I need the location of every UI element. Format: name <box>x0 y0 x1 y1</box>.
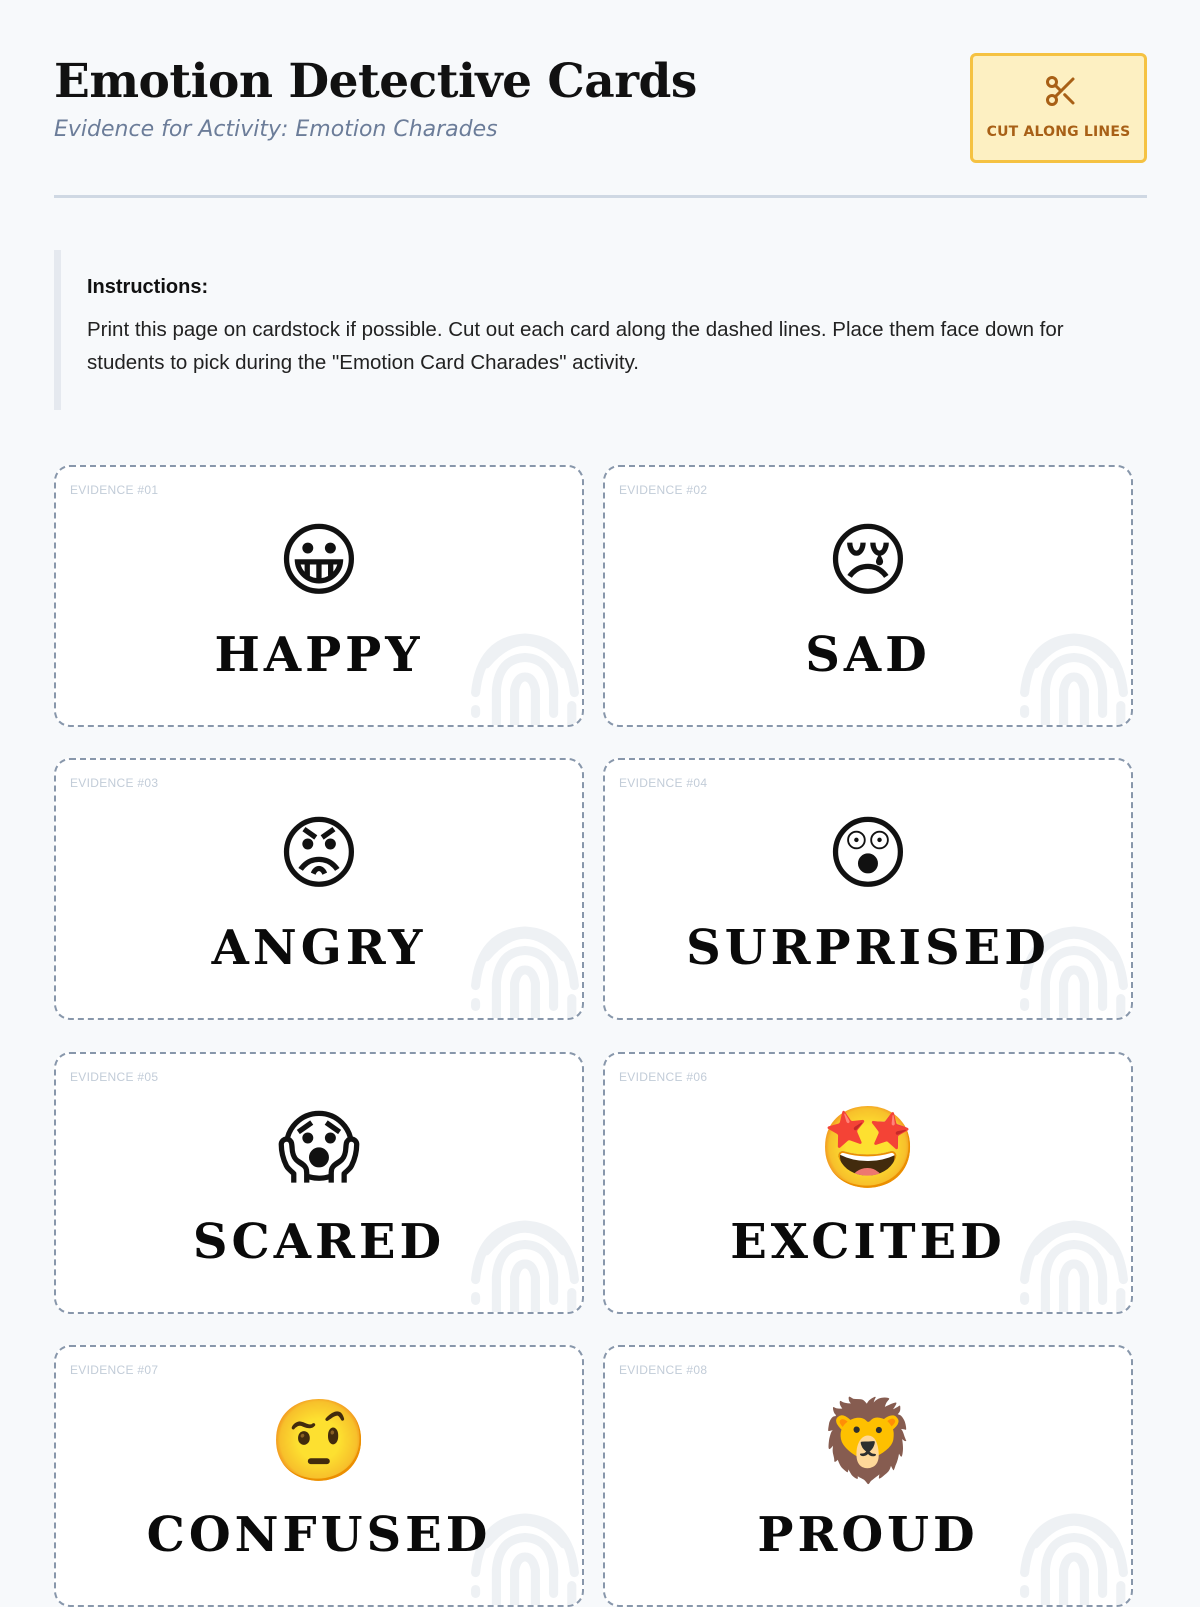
card-emotion-word: PROUD <box>757 1507 979 1563</box>
worksheet-page <box>54 0 1147 1563</box>
card-emotion-word: SAD <box>805 627 931 683</box>
card-number: EVIDENCE #01 <box>70 483 159 497</box>
card-emoji: 😱 <box>277 1101 361 1194</box>
card-number: EVIDENCE #06 <box>619 1070 708 1084</box>
card-emoji: 🦁 <box>818 1394 918 1487</box>
emotion-card <box>54 465 584 727</box>
card-emotion-word: HAPPY <box>214 627 424 683</box>
card-emoji: 😡 <box>277 807 361 900</box>
card-number: EVIDENCE #05 <box>70 1070 159 1084</box>
emotion-card <box>54 758 584 1020</box>
emotion-card <box>603 1345 1133 1607</box>
cut-along-lines-label: CUT ALONG LINES <box>986 124 1131 140</box>
card-emoji: 😀 <box>277 514 361 607</box>
emotion-card <box>603 465 1133 727</box>
card-emotion-word: SURPRISED <box>686 920 1050 976</box>
card-number: EVIDENCE #08 <box>619 1363 708 1377</box>
card-emotion-word: EXCITED <box>730 1214 1006 1270</box>
scissors-icon <box>1043 72 1079 110</box>
card-number: EVIDENCE #02 <box>619 483 708 497</box>
card-emoji: 🤨 <box>269 1394 369 1487</box>
card-emotion-word: CONFUSED <box>146 1507 492 1563</box>
card-number: EVIDENCE #07 <box>70 1363 159 1377</box>
emotion-card <box>603 1052 1133 1314</box>
page-header <box>54 0 1147 198</box>
card-emoji: 😲 <box>826 807 910 900</box>
card-number: EVIDENCE #04 <box>619 776 708 790</box>
card-emotion-word: ANGRY <box>211 920 427 976</box>
cut-along-lines-badge <box>970 53 1147 163</box>
page-subtitle: Evidence for Activity: Emotion Charades <box>54 117 498 142</box>
emotion-card <box>54 1345 584 1607</box>
page-title: Emotion Detective Cards <box>54 54 697 109</box>
card-number: EVIDENCE #03 <box>70 776 159 790</box>
instructions-box <box>54 250 1147 410</box>
card-emotion-word: SCARED <box>192 1214 446 1270</box>
emotion-card <box>54 1052 584 1314</box>
card-emoji: 😢 <box>826 514 910 607</box>
emotion-card <box>603 758 1133 1020</box>
instructions-text: Print this page on cardstock if possible. Cut out each card along the dashed lines. Place them face down for students to pick during the "Emotion Card Charades" activity. <box>87 318 1064 374</box>
card-emoji: 🤩 <box>818 1101 918 1194</box>
instructions-label: Instructions: <box>87 276 209 298</box>
